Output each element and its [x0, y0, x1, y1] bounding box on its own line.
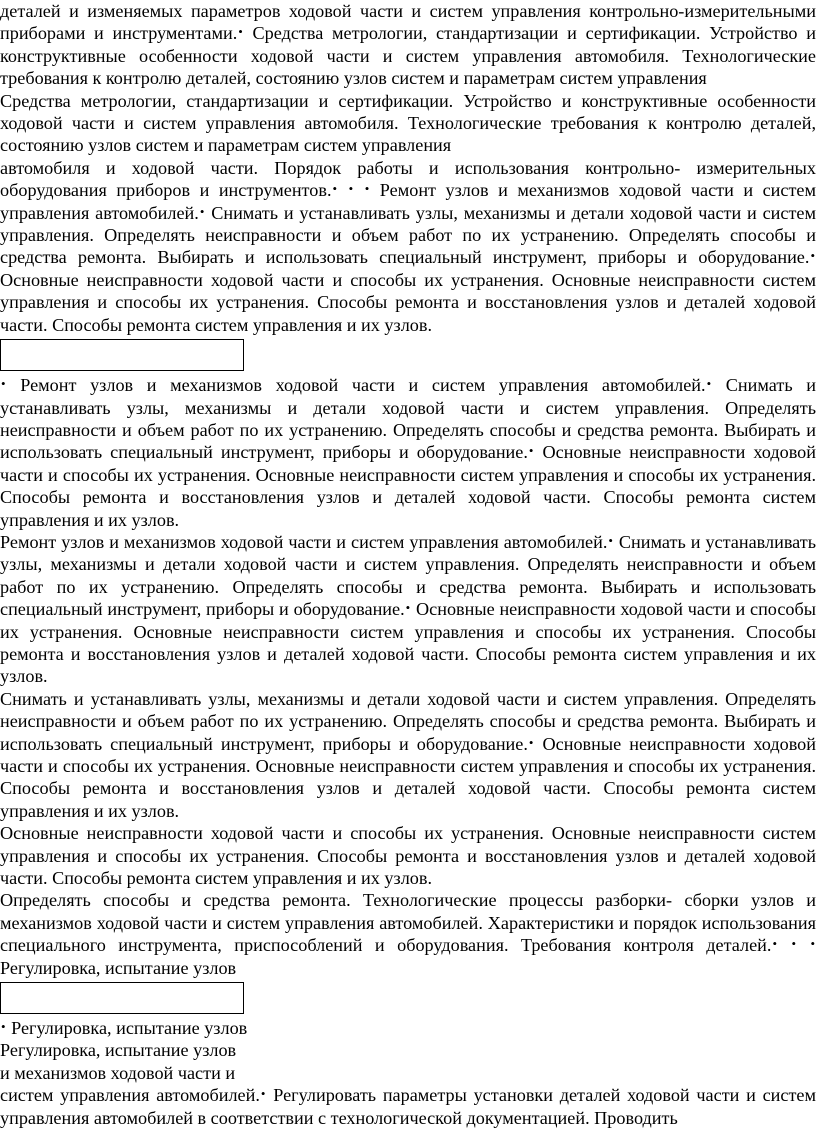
bullet-icon: • — [260, 1086, 266, 1102]
empty-frame — [0, 982, 244, 1014]
text-run: Основные неисправности ходовой части и способы их устранения. Основные неисправности систем управления и способы их устранения. Способы ремонта и восстановления узлов и деталей ходовой части. Способы ремонта систем управления и их узлов. — [0, 733, 816, 821]
text-run: Ремонт узлов и механизмов ходовой части и систем управления автомобилей. — [0, 180, 816, 223]
text-run: Основные неисправности ходовой части и способы их устранения. Основные неисправности систем управления и способы их устранения. Способы ремонта и восстановления узлов и деталей ходовой части. Способы ремонта систем управления и их узлов. — [0, 823, 816, 889]
bullet-icon: • — [348, 181, 354, 197]
bullet-icon: • — [405, 600, 411, 616]
bullet-icon: • — [810, 248, 815, 264]
bullet-icon: • — [772, 936, 777, 952]
bullet-icon: • — [810, 936, 815, 952]
text-run: Ремонт узлов и механизмов ходовой части и систем управления автомобилей. — [0, 531, 608, 552]
bullet-icon: • — [1, 376, 6, 392]
bullet-icon: • — [238, 24, 243, 40]
paragraph-5 — [0, 531, 816, 688]
text-run: деталей и изменяемых параметров ходовой части и систем управления контрольно-измерительными приборами и инструментами. — [0, 1, 816, 44]
text-run: Регулировка, испытание узлов — [0, 957, 237, 978]
text-run: Снимать и устанавливать узлы, механизмы и детали ходовой части и систем управления. Определять неисправности и объем работ по их устранению. Определять способы и средства ремонта. Выбирать и использовать специальный инструмент, приборы и оборудование. — [0, 202, 816, 268]
text-run: систем управления автомобилей. — [0, 1085, 260, 1106]
bullet-icon: • — [332, 181, 338, 197]
paragraph-1 — [0, 0, 816, 90]
bullet-icon: • — [1, 1019, 6, 1035]
paragraph-9 — [0, 1017, 816, 1039]
paragraph-10 — [0, 1039, 816, 1061]
text-run: Определять способы и средства ремонта. Технологические процессы разборки- сборки узлов и механизмов ходовой части и систем управления автомобилей. Характеристики и порядок использования специального инструмента, приспособлений и оборудования. Требования контроля деталей. — [0, 890, 816, 956]
bullet-icon: • — [791, 936, 796, 952]
text-run: Ремонт узлов и механизмов ходовой части и систем управления автомобилей. — [6, 375, 706, 396]
bullet-icon: • — [528, 734, 534, 750]
bullet-icon: • — [364, 181, 370, 197]
text-run: Снимать и устанавливать узлы, механизмы и детали ходовой части и систем управления. Определять неисправности и объем работ по их устранению. Определять способы и средства ремонта. Выбирать и использовать специальный инструмент, приборы и оборудование. — [0, 688, 816, 754]
paragraph-7 — [0, 822, 816, 889]
text-run: Основные неисправности ходовой части и способы их устранения. Основные неисправности систем управления и способы их устранения. Способы ремонта и восстановления узлов и деталей ходовой части. Способы ремонта систем управления и их узлов. — [0, 442, 816, 530]
bullet-icon: • — [528, 443, 534, 459]
text-run: Регулировка, испытание узлов — [0, 1040, 237, 1061]
paragraph-8 — [0, 889, 816, 979]
empty-frame — [0, 339, 244, 371]
text-run: Регулировка, испытание узлов — [6, 1018, 248, 1039]
bullet-icon: • — [199, 203, 205, 219]
text-run: Основные неисправности ходовой части и способы их устранения. Основные неисправности систем управления и способы их устранения. Способы ремонта и восстановления узлов и деталей ходовой части. Способы ремонта систем управления и их узлов. — [0, 269, 816, 335]
text-run: Средства метрологии, стандартизации и сертификации. Устройство и конструктивные особенности ходовой части и систем управления автомобиля. Технологические требования к контролю деталей, состоянию узлов систем и параметрам систем управления — [0, 90, 816, 156]
text-run: Регулировать параметры установки деталей ходовой части и систем управления автомобилей в соответствии с технологической документацией. Проводить — [0, 1085, 816, 1128]
bullet-icon: • — [706, 376, 712, 392]
text-run: Основные неисправности ходовой части и способы их устранения. Основные неисправности систем управления и способы их устранения. Способы ремонта и восстановления узлов и деталей ходовой части. Способы ремонта систем управления и их узлов. — [0, 599, 816, 687]
paragraph-2 — [0, 90, 816, 157]
text-run: Средства метрологии, стандартизации и сертификации. Устройство и конструктивные особенности ходовой части и систем управления автомобиля. Технологические требования к контролю деталей, состоянию узлов систем и параметрам систем управления — [0, 23, 816, 89]
text-run: и механизмов ходовой части и — [0, 1062, 236, 1083]
text-run: Снимать и устанавливать узлы, механизмы и детали ходовой части и систем управления. Определять неисправности и объем работ по их устранению. Определять способы и средства ремонта. Выбирать и использовать специальный инструмент, приборы и оборудование. — [0, 531, 816, 620]
bullet-icon: • — [608, 532, 613, 548]
text-run: автомобиля и ходовой части. Порядок работы и использования контрольно- измерительных оборудования приборов и инструментов. — [0, 157, 816, 201]
text-run: Снимать и устанавливать узлы, механизмы и детали ходовой части и систем управления. Определять неисправности и объем работ по их устранению. Определять способы и средства ремонта. Выбирать и использовать специальный инструмент, приборы и оборудование. — [0, 375, 816, 463]
paragraph-3 — [0, 157, 816, 336]
paragraph-12 — [0, 1084, 816, 1129]
paragraph-11 — [0, 1062, 816, 1084]
paragraph-6 — [0, 688, 816, 822]
paragraph-4 — [0, 374, 816, 531]
